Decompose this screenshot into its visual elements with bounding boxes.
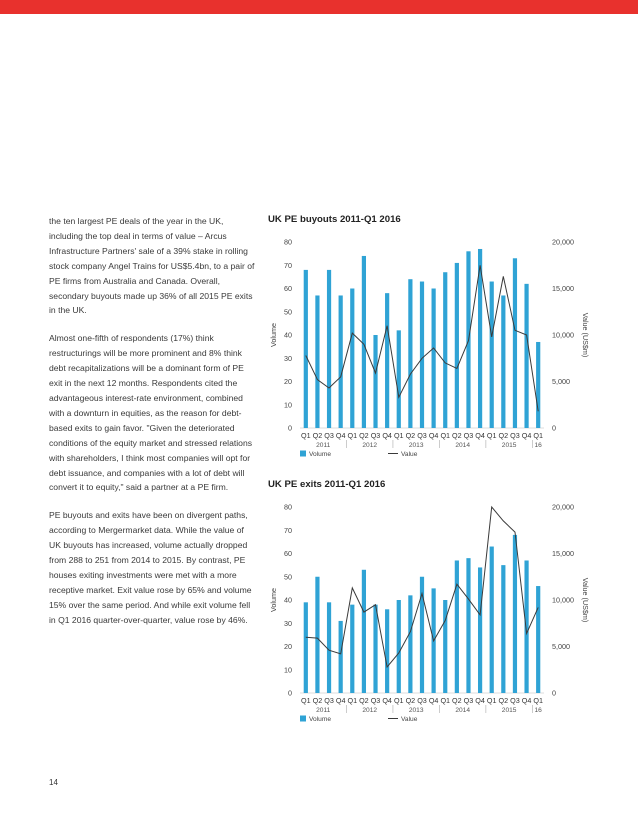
volume-bar: [397, 600, 401, 693]
year-label: 2015: [501, 707, 517, 714]
volume-bar: [466, 558, 470, 693]
x-tick-label: Q4: [382, 696, 392, 705]
year-label: 2015: [501, 442, 517, 449]
x-tick-label: Q2: [452, 696, 462, 705]
x-tick-label: Q1: [486, 431, 497, 440]
x-tick-label: Q1: [393, 696, 404, 705]
y-tick-label: 30: [284, 353, 292, 363]
y-tick-label: 80: [284, 502, 292, 512]
x-tick-label: Q4: [335, 431, 346, 440]
volume-bar: [385, 609, 389, 693]
volume-bar: [455, 263, 459, 428]
x-tick-label: Q1: [301, 696, 311, 705]
year-label: 2011: [316, 707, 331, 714]
volume-bar: [397, 330, 401, 428]
x-tick-label: Q2: [405, 431, 416, 440]
volume-bar: [408, 595, 412, 693]
y2-tick-label: 20,000: [552, 502, 574, 512]
x-tick-label: Q3: [324, 431, 334, 440]
year-label: 2013: [408, 442, 424, 449]
volume-bar: [501, 565, 505, 693]
x-tick-label: Q4: [335, 696, 346, 705]
x-tick-label: Q4: [428, 696, 439, 705]
legend-value-label: Value: [401, 451, 418, 458]
y-tick-label: 10: [284, 400, 292, 410]
paragraph-2: Almost one-fifth of respondents (17%) think restructurings will be more prominent and 8% think debt recapitalizations will be a dominant form of PE exit in the next 12 months. Respondents cited the advantageous interest-rate environment, combined with a downturn in equities, as the reason for debt-based exits to gain favor. "Given the deteriorated conditions of the equity market and stressed relations with shareholders, I think most companies will opt for debt issuance, and companies with a lot of debt will convert it to equity," said a partner at a PE firm.: [49, 333, 253, 493]
y2-tick-label: 5,000: [552, 377, 570, 386]
x-tick-label: Q2: [312, 431, 323, 440]
y-tick-label: 0: [288, 423, 292, 433]
x-tick-label: Q4: [475, 431, 485, 440]
y-tick-label: 40: [284, 595, 292, 605]
volume-bar: [490, 282, 494, 428]
y-tick-label: 80: [284, 237, 292, 247]
x-tick-label: Q1: [533, 431, 543, 440]
y2-tick-label: 20,000: [552, 237, 574, 247]
x-tick-label: Q4: [428, 431, 439, 440]
volume-bar: [536, 586, 540, 693]
y-tick-label: 30: [284, 618, 292, 628]
y2-tick-label: 15,000: [552, 549, 574, 558]
volume-bar: [304, 602, 308, 693]
x-tick-label: Q2: [498, 696, 509, 705]
volume-bar: [373, 335, 377, 428]
y-axis-label: Volume: [269, 588, 278, 612]
y-tick-label: 20: [284, 377, 292, 386]
y-tick-label: 50: [284, 572, 292, 582]
x-tick-label: Q1: [347, 696, 358, 705]
volume-bar: [513, 258, 517, 428]
volume-bar: [327, 602, 331, 693]
volume-bar: [432, 289, 436, 429]
volume-bar: [501, 295, 505, 428]
y-tick-label: 50: [284, 307, 292, 317]
x-tick-label: Q3: [510, 696, 520, 705]
volume-bar: [315, 577, 319, 693]
x-tick-label: Q3: [370, 696, 381, 705]
year-label: 2013: [408, 707, 424, 714]
x-tick-label: Q2: [359, 431, 369, 440]
legend-volume-label: Volume: [309, 716, 331, 723]
volume-bar: [443, 600, 447, 693]
x-tick-label: Q1: [347, 431, 358, 440]
x-tick-label: Q4: [475, 696, 485, 705]
volume-bar: [513, 535, 517, 693]
y2-axis-label: Value (US$m): [581, 577, 590, 623]
top-accent-band: [0, 0, 638, 14]
volume-bar: [524, 284, 528, 428]
x-tick-label: Q3: [510, 431, 520, 440]
exits-chart-svg: [268, 493, 588, 725]
volume-bar: [362, 256, 366, 428]
x-tick-label: Q1: [440, 431, 451, 440]
year-label: 2014: [455, 707, 471, 714]
legend-value-label: Value: [401, 716, 418, 723]
x-tick-label: Q3: [463, 431, 474, 440]
x-tick-label: Q1: [533, 696, 543, 705]
x-tick-label: Q4: [521, 696, 532, 705]
volume-bar: [350, 289, 354, 429]
page-number: 14: [49, 778, 58, 787]
volume-bar: [304, 270, 308, 428]
x-tick-label: Q3: [417, 696, 427, 705]
volume-bar: [373, 605, 377, 693]
y-axis-label: Volume: [269, 323, 278, 347]
year-label: 16: [534, 442, 542, 449]
volume-bar: [362, 570, 366, 693]
y-tick-label: 60: [284, 284, 292, 293]
x-tick-label: Q1: [440, 696, 451, 705]
volume-bar: [524, 560, 528, 693]
year-label: 16: [534, 707, 542, 714]
legend-volume-label: Volume: [309, 451, 331, 458]
x-tick-label: Q2: [405, 696, 416, 705]
y2-tick-label: 5,000: [552, 642, 570, 651]
volume-bar: [478, 567, 482, 693]
x-tick-label: Q2: [359, 696, 369, 705]
y2-tick-label: 0: [552, 688, 556, 698]
y-tick-label: 70: [284, 260, 292, 270]
year-label: 2011: [316, 442, 331, 449]
x-tick-label: Q3: [463, 696, 474, 705]
y2-axis-label: Value (US$m): [581, 312, 590, 358]
y2-tick-label: 10,000: [552, 330, 574, 340]
volume-bar: [420, 282, 424, 428]
x-tick-label: Q4: [521, 431, 532, 440]
volume-bar: [408, 279, 412, 428]
volume-bar: [490, 547, 494, 693]
volume-bar: [385, 293, 389, 428]
buyouts-chart-svg: [268, 228, 588, 460]
y-tick-label: 20: [284, 642, 292, 651]
volume-bar: [315, 295, 319, 428]
y-tick-label: 70: [284, 525, 292, 535]
y-tick-label: 0: [288, 688, 292, 698]
x-tick-label: Q1: [486, 696, 497, 705]
x-tick-label: Q3: [324, 696, 334, 705]
volume-bar: [327, 270, 331, 428]
y-tick-label: 40: [284, 330, 292, 340]
y2-tick-label: 0: [552, 423, 556, 433]
chart-title: UK PE exits 2011-Q1 2016: [268, 479, 386, 490]
paragraph-1: the ten largest PE deals of the year in the UK, including the top deal in terms of value – Arcus Infrastructure Partners' sale of a 39% stake in rolling stock company Angel Trains for US$5.4bn, to a pair of PE firms from Australia and Canada. Overall, secondary buyouts made up 36% of all 2015 PE exits in the UK.: [49, 216, 255, 316]
x-tick-label: Q4: [382, 431, 392, 440]
y-tick-label: 10: [284, 665, 292, 675]
year-label: 2014: [455, 442, 471, 449]
exits-chart: [268, 479, 588, 725]
x-tick-label: Q2: [312, 696, 323, 705]
x-tick-label: Q1: [301, 431, 311, 440]
y-tick-label: 60: [284, 549, 292, 558]
chart-title: UK PE buyouts 2011-Q1 2016: [268, 214, 401, 225]
volume-bar: [455, 560, 459, 693]
x-tick-label: Q2: [498, 431, 509, 440]
volume-bar: [443, 272, 447, 428]
paragraph-3: PE buyouts and exits have been on divergent paths, according to Mergermarket data. While the value of UK buyouts has increased, volume actually dropped from 288 to 251 from 2014 to 2015. By contrast, PE houses exiting investments were met with a more receptive market. Exit value rose by 65% and volume 15% over the same period. And while exit volume fell in Q1 2016 quarter-over-quarter, value rose by 46%.: [49, 510, 252, 625]
x-tick-label: Q3: [417, 431, 427, 440]
y2-tick-label: 10,000: [552, 595, 574, 605]
volume-bar: [339, 295, 343, 428]
buyouts-chart: [268, 214, 588, 460]
x-tick-label: Q3: [370, 431, 381, 440]
volume-bar: [339, 621, 343, 693]
volume-bar: [536, 342, 540, 428]
x-tick-label: Q1: [393, 431, 404, 440]
legend-volume-swatch: [300, 451, 306, 457]
body-text: [49, 214, 257, 641]
year-label: 2012: [362, 707, 378, 714]
year-label: 2012: [362, 442, 378, 449]
volume-bar: [350, 605, 354, 693]
legend-volume-swatch: [300, 716, 306, 722]
y2-tick-label: 15,000: [552, 284, 574, 293]
x-tick-label: Q2: [452, 431, 462, 440]
